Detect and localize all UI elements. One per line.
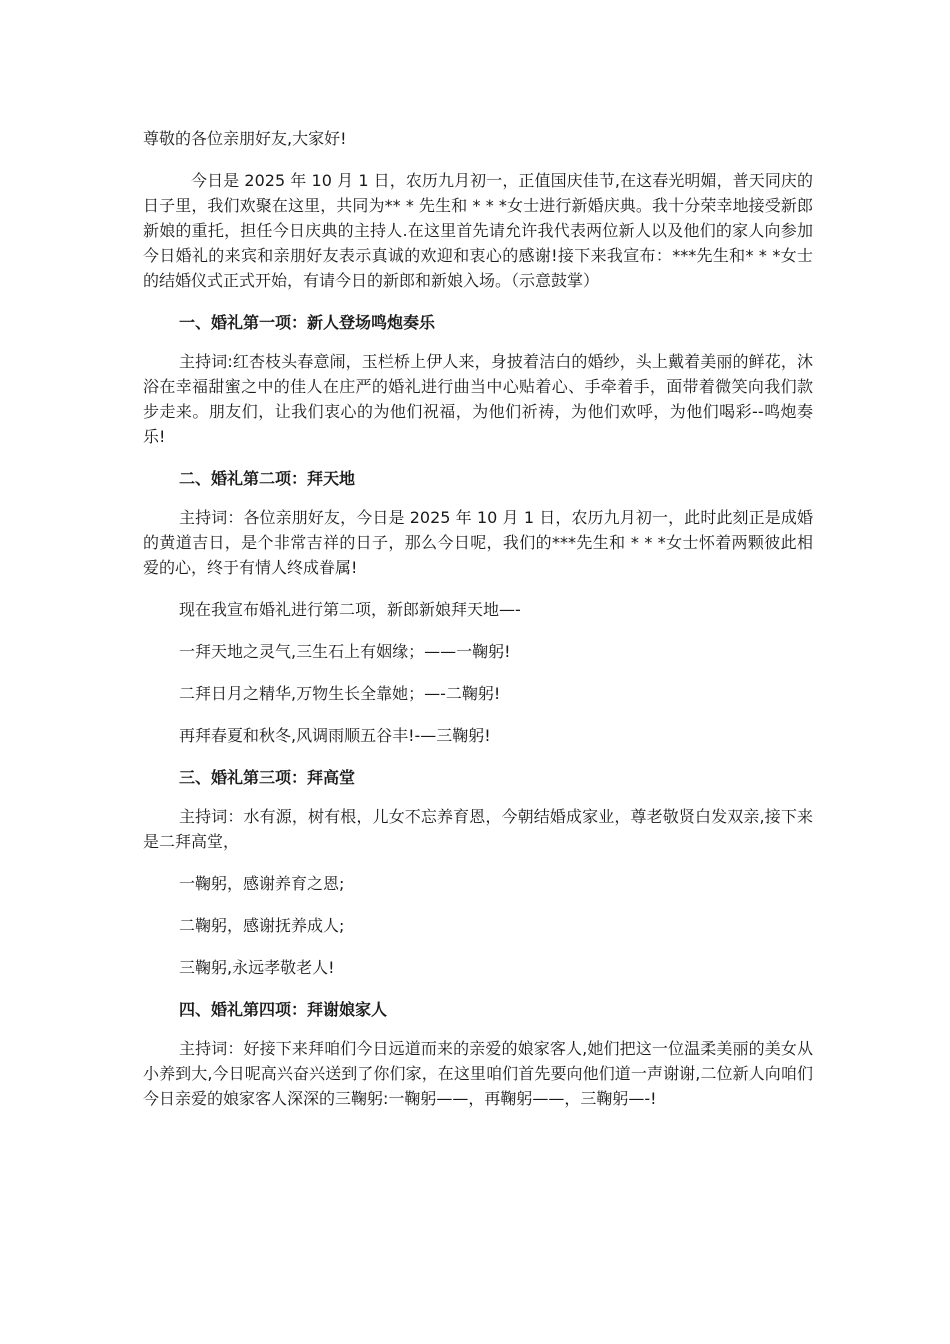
section-paragraph: 三鞠躬,永远孝敬老人! — [179, 958, 335, 977]
section-paragraph: 再拜春夏和秋冬,风调雨顺五谷丰!-—三鞠躬! — [179, 726, 491, 745]
section-paragraph: 主持词：水有源，树有根，儿女不忘养育恩，今朝结婚成家业，尊老敬贤白发双亲,接下来是二拜高堂， — [143, 807, 813, 851]
section-heading: 三、婚礼第三项：拜高堂 — [179, 768, 356, 787]
section-heading: 一、婚礼第一项：新人登场鸣炮奏乐 — [179, 313, 436, 332]
section-heading: 二、婚礼第二项：拜天地 — [179, 469, 356, 488]
section-paragraph: 二拜日月之精华,万物生长全靠她；—-二鞠躬! — [179, 684, 501, 703]
section-paragraph: 一鞠躬，感谢养育之恩; — [179, 874, 345, 893]
section-paragraph: 主持词：各位亲朋好友，今日是 2025 年 10 月 1 日，农历九月初一，此时此刻正是成婚的黄道吉日，是个非常吉祥的日子，那么今日呢，我们的***先生和 * * *女士怀着两颗彼此相爱的心，终于有情人终成眷属! — [143, 508, 813, 577]
intro-paragraph: 今日是 2025 年 10 月 1 日，农历九月初一，正值国庆佳节,在这春光明媚，普天同庆的日子里，我们欢聚在这里，共同为** * 先生和 * * *女士进行新婚庆典。我十分荣幸地接受新郎新娘的重托，担任今日庆典的主持人.在这里首先请允许我代表两位新人以及他们的家人向参加今日婚礼的来宾和亲朋好友表示真诚的欢迎和衷心的感谢!接下来我宣布：***先生和* * *女士的结婚仪式正式开始，有请今日的新郎和新娘入场。（示意鼓掌） — [143, 171, 813, 290]
section-paragraph: 主持词：好接下来拜咱们今日远道而来的亲爱的娘家客人,她们把这一位温柔美丽的美女从小养到大,今日呢高兴奋兴送到了你们家，在这里咱们首先要向他们道一声谢谢,二位新人向咱们今日亲爱的娘家客人深深的三鞠躬:一鞠躬——，再鞠躬——，三鞠躬—-! — [143, 1039, 813, 1108]
section-paragraph: 一拜天地之灵气,三生石上有姻缘；——一鞠躬! — [179, 642, 511, 661]
document-body — [143, 126, 813, 1111]
section-paragraph: 现在我宣布婚礼进行第二项，新郎新娘拜天地—- — [179, 600, 521, 619]
section-heading: 四、婚礼第四项：拜谢娘家人 — [179, 1000, 388, 1019]
section-paragraph: 二鞠躬，感谢抚养成人; — [179, 916, 345, 935]
greeting-line: 尊敬的各位亲朋好友,大家好! — [143, 129, 347, 148]
section-paragraph: 主持词:红杏枝头春意闹，玉栏桥上伊人来，身披着洁白的婚纱，头上戴着美丽的鲜花，沐浴在幸福甜蜜之中的佳人在庄严的婚礼进行曲当中心贴着心、手牵着手，面带着微笑向我们款步走来。朋友们，让我们衷心的为他们祝福，为他们祈祷，为他们欢呼，为他们喝彩--鸣炮奏乐! — [143, 352, 813, 446]
